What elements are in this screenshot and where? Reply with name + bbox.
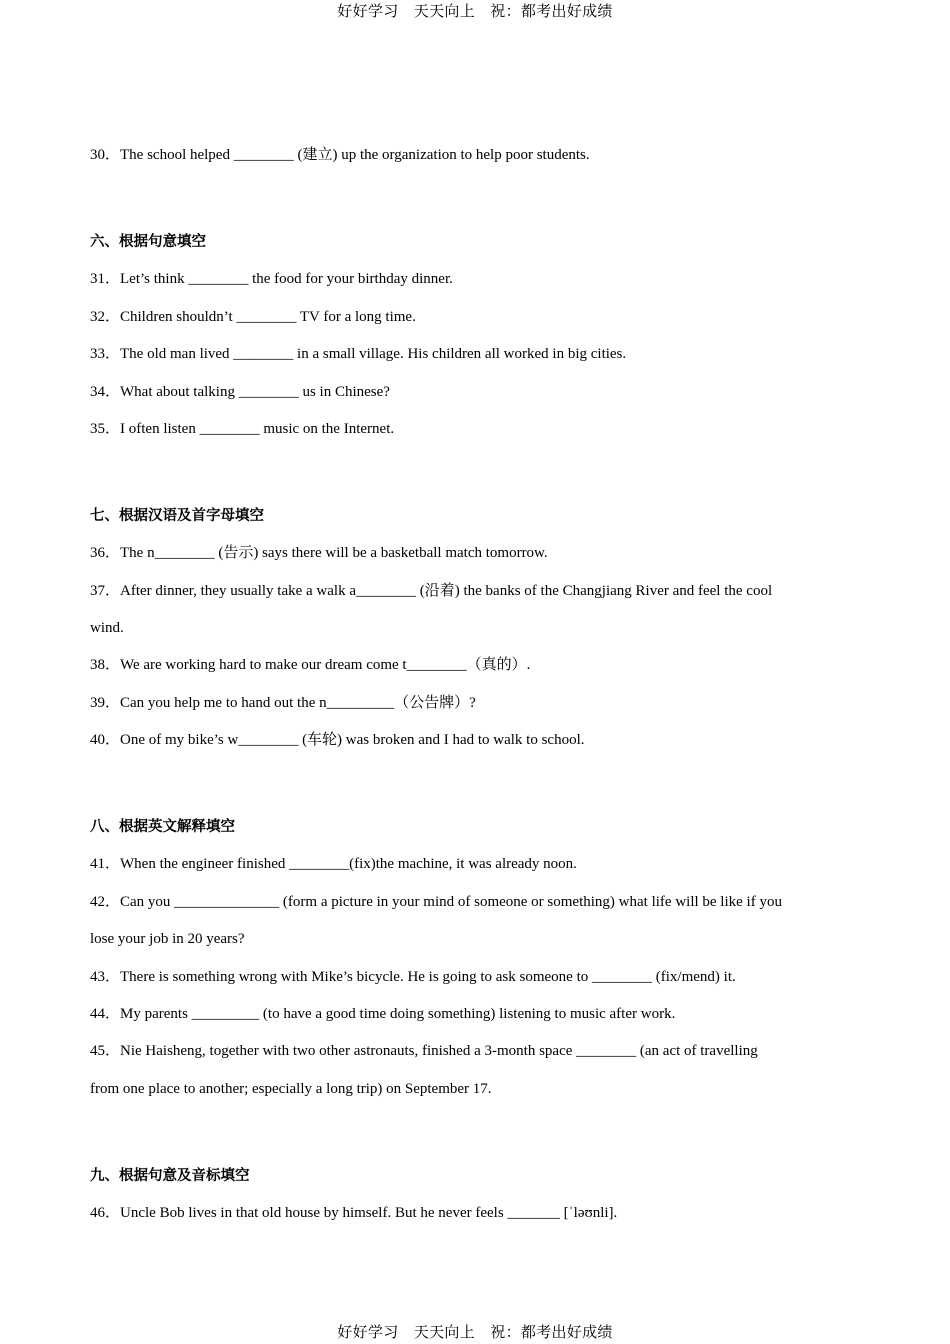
question-37-line-1: 37．After dinner, they usually take a walk a________ (沿着) the banks of the Changjiang River and feel the cool <box>90 583 773 599</box>
question-37-line-2: wind. <box>90 620 124 636</box>
question-44: 44．My parents _________ (to have a good time doing something) listening to music after work. <box>90 1006 676 1022</box>
question-34: 34．What about talking ________ us in Chinese? <box>90 384 390 400</box>
page-header: 好好学习 天天向上 祝：都考出好成绩 <box>337 2 613 20</box>
section-9-title: 九、根据句意及音标填空 <box>90 1168 250 1184</box>
question-38: 38．We are working hard to make our dream come t________（真的）. <box>90 657 531 673</box>
question-45-line-1: 45．Nie Haisheng, together with two other astronauts, finished a 3-month space ________ (an act of travelling <box>90 1043 758 1059</box>
section-7-title: 七、根据汉语及首字母填空 <box>90 508 264 524</box>
section-6-title: 六、根据句意填空 <box>90 234 206 250</box>
question-36: 36．The n________ (告示) says there will be a basketball match tomorrow. <box>90 545 548 561</box>
question-40: 40．One of my bike’s w________ (车轮) was broken and I had to walk to school. <box>90 732 585 748</box>
question-45-line-2: from one place to another; especially a long trip) on September 17. <box>90 1081 492 1097</box>
question-41: 41．When the engineer finished ________(fix)the machine, it was already noon. <box>90 856 577 872</box>
question-42-line-2: lose your job in 20 years? <box>90 931 245 947</box>
question-32: 32．Children shouldn’t ________ TV for a long time. <box>90 309 416 325</box>
question-43: 43．There is something wrong with Mike’s bicycle. He is going to ask someone to ________ (fix/mend) it. <box>90 969 736 985</box>
question-31: 31．Let’s think ________ the food for your birthday dinner. <box>90 271 453 287</box>
question-46: 46．Uncle Bob lives in that old house by himself. But he never feels _______ [ˈləʊnli]. <box>90 1205 618 1221</box>
question-42-line-1: 42．Can you ______________ (form a picture in your mind of someone or something) what life will be like if you <box>90 894 782 910</box>
question-33: 33．The old man lived ________ in a small village. His children all worked in big cities. <box>90 346 627 362</box>
section-8-title: 八、根据英文解释填空 <box>90 819 235 835</box>
question-30: 30．The school helped ________ (建立) up the organization to help poor students. <box>90 147 590 163</box>
question-39: 39．Can you help me to hand out the n_________（公告牌）? <box>90 695 476 711</box>
page-footer: 好好学习 天天向上 祝：都考出好成绩 <box>337 1323 613 1341</box>
question-35: 35．I often listen ________ music on the Internet. <box>90 421 395 437</box>
